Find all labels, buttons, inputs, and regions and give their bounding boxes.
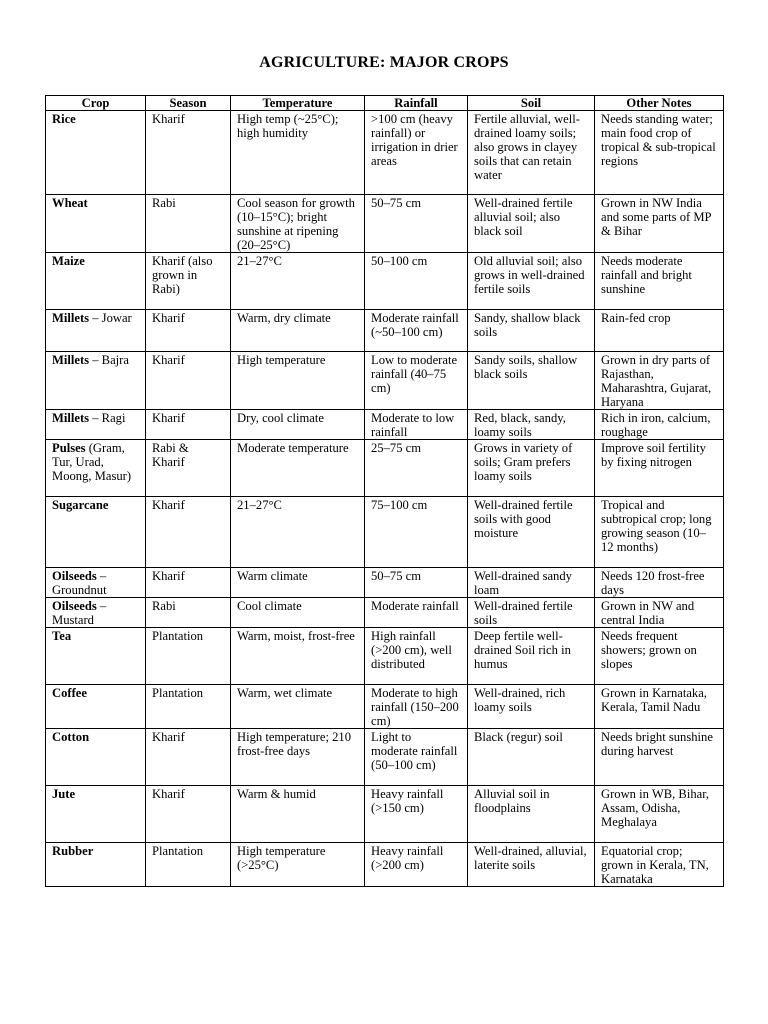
crop-name-bold: Maize — [52, 254, 85, 268]
cell-crop — [46, 440, 146, 497]
cell-notes: Grown in Karnataka, Kerala, Tamil Nadu — [595, 685, 724, 729]
table-row — [46, 497, 724, 568]
crop-name-bold: Rubber — [52, 844, 94, 858]
cell-notes: Rain-fed crop — [595, 310, 724, 352]
cell-rainfall: 25–75 cm — [365, 440, 468, 497]
table-row — [46, 310, 724, 352]
crop-name-bold: Millets — [52, 311, 90, 325]
cell-notes: Tropical and subtropical crop; long growing season (10–12 months) — [595, 497, 724, 568]
cell-soil: Well-drained, alluvial, laterite soils — [468, 843, 595, 887]
table-row — [46, 598, 724, 628]
cell-season: Kharif — [146, 729, 231, 786]
header-crop: Crop — [46, 96, 146, 111]
table-row — [46, 410, 724, 440]
crops-table — [45, 95, 724, 887]
cell-rainfall: Low to moderate rainfall (40–75 cm) — [365, 352, 468, 410]
table-row — [46, 195, 724, 253]
cell-temperature: High temperature; 210 frost-free days — [231, 729, 365, 786]
cell-notes: Improve soil fertility by fixing nitrogen — [595, 440, 724, 497]
cell-notes: Needs frequent showers; grown on slopes — [595, 628, 724, 685]
cell-season: Kharif — [146, 352, 231, 410]
cell-crop — [46, 195, 146, 253]
cell-notes: Grown in NW India and some parts of MP & Bihar — [595, 195, 724, 253]
cell-rainfall: High rainfall (>200 cm), well distributed — [365, 628, 468, 685]
cell-rainfall: Heavy rainfall (>200 cm) — [365, 843, 468, 887]
cell-crop — [46, 310, 146, 352]
cell-notes: Rich in iron, calcium, roughage — [595, 410, 724, 440]
crop-name-bold: Oilseeds — [52, 569, 97, 583]
table-row — [46, 685, 724, 729]
cell-temperature: Cool season for growth (10–15°C); bright sunshine at ripening (20–25°C) — [231, 195, 365, 253]
crop-name-bold: Millets — [52, 353, 90, 367]
cell-soil: Sandy, shallow black soils — [468, 310, 595, 352]
cell-crop — [46, 111, 146, 195]
cell-temperature: Warm climate — [231, 568, 365, 598]
crop-name-rest: – Jowar — [89, 311, 132, 325]
cell-temperature: Warm & humid — [231, 786, 365, 843]
cell-soil: Well-drained fertile soils — [468, 598, 595, 628]
crop-name-rest: – Ragi — [89, 411, 126, 425]
cell-crop — [46, 352, 146, 410]
cell-soil: Sandy soils, shallow black soils — [468, 352, 595, 410]
cell-soil: Fertile alluvial, well-drained loamy soils; also grows in clayey soils that can retain water — [468, 111, 595, 195]
cell-rainfall: Moderate to low rainfall — [365, 410, 468, 440]
cell-temperature: 21–27°C — [231, 497, 365, 568]
table-row — [46, 729, 724, 786]
crop-name-bold: Wheat — [52, 196, 88, 210]
header-soil: Soil — [468, 96, 595, 111]
cell-season: Plantation — [146, 843, 231, 887]
cell-soil: Well-drained fertile soils with good moisture — [468, 497, 595, 568]
cell-temperature: High temperature — [231, 352, 365, 410]
cell-temperature: Warm, moist, frost-free — [231, 628, 365, 685]
cell-temperature: High temperature (>25°C) — [231, 843, 365, 887]
cell-season: Kharif — [146, 111, 231, 195]
cell-rainfall: 50–75 cm — [365, 195, 468, 253]
header-temperature: Temperature — [231, 96, 365, 111]
cell-season: Plantation — [146, 628, 231, 685]
cell-rainfall: Moderate rainfall (~50–100 cm) — [365, 310, 468, 352]
cell-notes: Needs 120 frost-free days — [595, 568, 724, 598]
cell-notes: Needs standing water; main food crop of tropical & sub-tropical regions — [595, 111, 724, 195]
table-row — [46, 628, 724, 685]
table-row — [46, 111, 724, 195]
cell-notes: Grown in dry parts of Rajasthan, Maharashtra, Gujarat, Haryana — [595, 352, 724, 410]
header-notes: Other Notes — [595, 96, 724, 111]
cell-soil: Black (regur) soil — [468, 729, 595, 786]
cell-rainfall: >100 cm (heavy rainfall) or irrigation in drier areas — [365, 111, 468, 195]
cell-temperature: Dry, cool climate — [231, 410, 365, 440]
cell-rainfall: Light to moderate rainfall (50–100 cm) — [365, 729, 468, 786]
cell-temperature: Cool climate — [231, 598, 365, 628]
table-row — [46, 352, 724, 410]
cell-crop — [46, 598, 146, 628]
cell-soil: Well-drained, rich loamy soils — [468, 685, 595, 729]
cell-notes: Needs bright sunshine during harvest — [595, 729, 724, 786]
page-title: AGRICULTURE: MAJOR CROPS — [259, 54, 509, 71]
cell-notes: Grown in NW and central India — [595, 598, 724, 628]
cell-temperature: 21–27°C — [231, 253, 365, 310]
cell-rainfall: Moderate to high rainfall (150–200 cm) — [365, 685, 468, 729]
cell-soil: Well-drained fertile alluvial soil; also black soil — [468, 195, 595, 253]
header-rainfall: Rainfall — [365, 96, 468, 111]
cell-crop — [46, 497, 146, 568]
crop-name-bold: Tea — [52, 629, 72, 643]
cell-crop — [46, 786, 146, 843]
cell-rainfall: 50–100 cm — [365, 253, 468, 310]
cell-season: Plantation — [146, 685, 231, 729]
crop-name-rest: (Gram, Tur, Urad, Moong, Masur) — [52, 441, 132, 483]
crop-name-bold: Coffee — [52, 686, 87, 700]
cell-season: Kharif — [146, 410, 231, 440]
crop-name-bold: Rice — [52, 112, 76, 126]
crop-name-bold: Sugarcane — [52, 498, 109, 512]
cell-season: Kharif — [146, 310, 231, 352]
cell-notes: Needs moderate rainfall and bright sunshine — [595, 253, 724, 310]
cell-season: Kharif (also grown in Rabi) — [146, 253, 231, 310]
cell-season: Kharif — [146, 786, 231, 843]
crop-name-bold: Pulses — [52, 441, 86, 455]
cell-notes: Grown in WB, Bihar, Assam, Odisha, Meghalaya — [595, 786, 724, 843]
header-season: Season — [146, 96, 231, 111]
cell-temperature: Moderate temperature — [231, 440, 365, 497]
cell-season: Rabi — [146, 195, 231, 253]
cell-season: Kharif — [146, 568, 231, 598]
cell-soil: Alluvial soil in floodplains — [468, 786, 595, 843]
table-row — [46, 786, 724, 843]
crop-name-bold: Cotton — [52, 730, 90, 744]
cell-crop — [46, 253, 146, 310]
table-row — [46, 568, 724, 598]
table-row — [46, 440, 724, 497]
cell-rainfall: 75–100 cm — [365, 497, 468, 568]
cell-soil: Old alluvial soil; also grows in well-drained fertile soils — [468, 253, 595, 310]
cell-notes: Equatorial crop; grown in Kerala, TN, Karnataka — [595, 843, 724, 887]
cell-season: Rabi — [146, 598, 231, 628]
crop-name-bold: Millets — [52, 411, 90, 425]
cell-rainfall: 50–75 cm — [365, 568, 468, 598]
cell-crop — [46, 729, 146, 786]
cell-crop — [46, 843, 146, 887]
crop-name-rest: – Bajra — [89, 353, 129, 367]
table-header-row — [46, 96, 724, 111]
cell-soil: Well-drained sandy loam — [468, 568, 595, 598]
crop-name-rest: – Groundnut — [52, 569, 107, 597]
table-row — [46, 253, 724, 310]
cell-crop — [46, 628, 146, 685]
cell-season: Rabi & Kharif — [146, 440, 231, 497]
cell-crop — [46, 568, 146, 598]
cell-rainfall: Moderate rainfall — [365, 598, 468, 628]
crop-name-bold: Oilseeds — [52, 599, 97, 613]
cell-season: Kharif — [146, 497, 231, 568]
cell-rainfall: Heavy rainfall (>150 cm) — [365, 786, 468, 843]
cell-soil: Deep fertile well-drained Soil rich in humus — [468, 628, 595, 685]
cell-temperature: Warm, wet climate — [231, 685, 365, 729]
cell-crop — [46, 685, 146, 729]
cell-soil: Grows in variety of soils; Gram prefers loamy soils — [468, 440, 595, 497]
cell-crop — [46, 410, 146, 440]
table-row — [46, 843, 724, 887]
crop-name-rest: – Mustard — [52, 599, 107, 627]
cell-temperature: High temp (~25°C); high humidity — [231, 111, 365, 195]
cell-soil: Red, black, sandy, loamy soils — [468, 410, 595, 440]
cell-temperature: Warm, dry climate — [231, 310, 365, 352]
crop-name-bold: Jute — [52, 787, 76, 801]
